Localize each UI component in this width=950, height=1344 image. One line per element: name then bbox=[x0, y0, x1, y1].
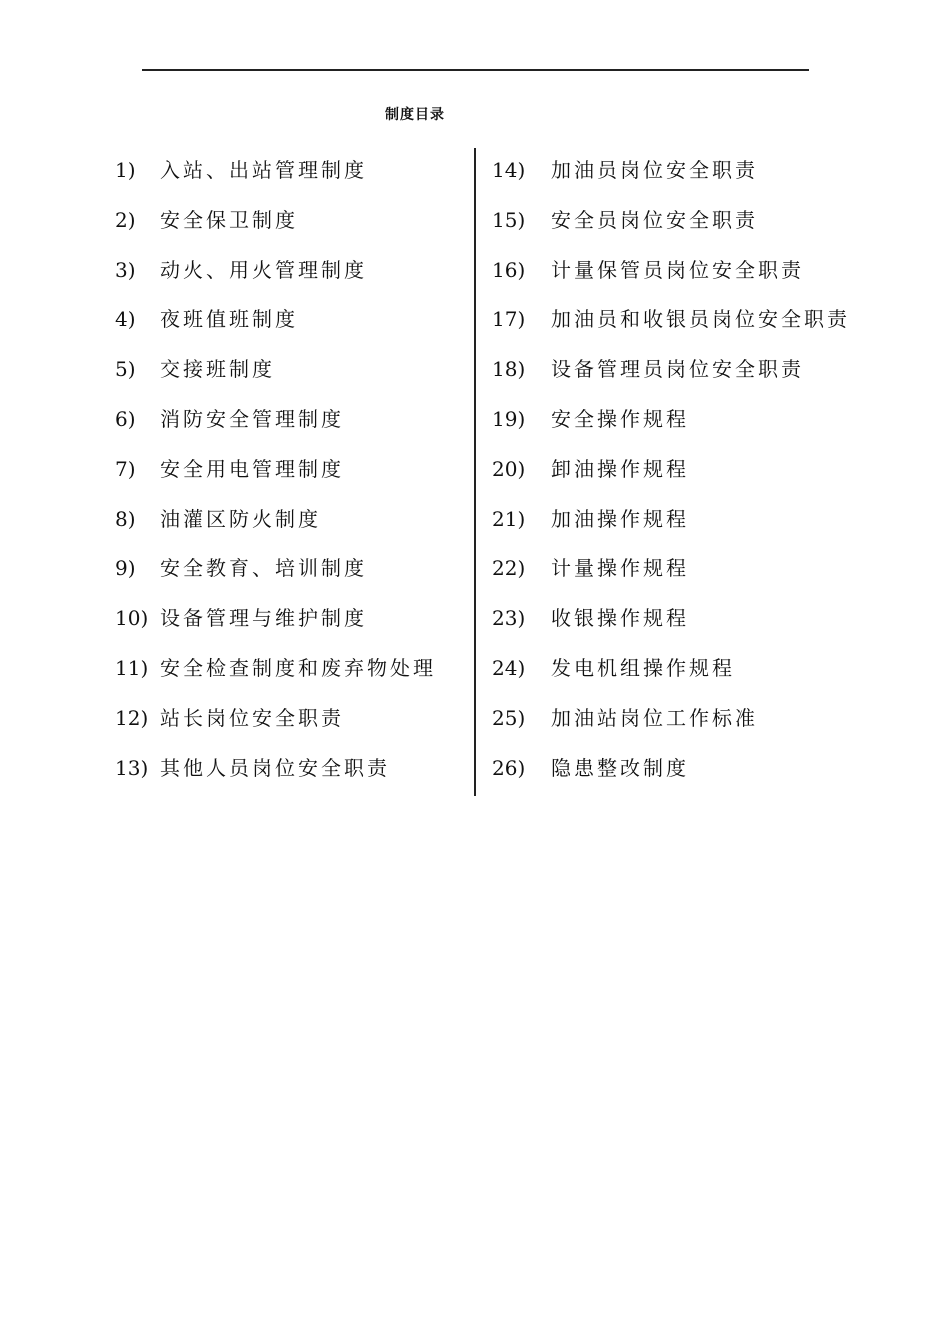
toc-entry bbox=[115, 349, 436, 399]
toc-entry-number: 23) bbox=[492, 606, 526, 631]
toc-entry-label: 卸油操作规程 bbox=[551, 456, 689, 481]
toc-entry-label: 安全保卫制度 bbox=[160, 207, 298, 232]
toc-entry bbox=[492, 349, 850, 399]
toc-entry-label: 油灌区防火制度 bbox=[160, 506, 321, 531]
header-rule bbox=[142, 69, 809, 71]
toc-entry bbox=[492, 548, 850, 598]
toc-entry-number: 18) bbox=[492, 357, 526, 382]
toc-entry-number: 24) bbox=[492, 655, 526, 680]
toc-entry-label: 消防安全管理制度 bbox=[160, 406, 344, 431]
toc-entry-number: 15) bbox=[492, 207, 526, 232]
toc-entry-label: 发电机组操作规程 bbox=[551, 655, 735, 680]
toc-entry bbox=[115, 598, 436, 648]
toc-entry-label: 加油操作规程 bbox=[551, 506, 689, 531]
toc-entry bbox=[492, 698, 850, 748]
toc-entry-number: 4) bbox=[115, 307, 136, 332]
toc-entry-number: 19) bbox=[492, 406, 526, 431]
toc-entry bbox=[492, 150, 850, 200]
toc-entry-label: 安全员岗位安全职责 bbox=[551, 207, 758, 232]
toc-entry-number: 9) bbox=[115, 556, 136, 581]
toc-entry-number: 10) bbox=[115, 606, 149, 631]
toc-entry-label: 其他人员岗位安全职责 bbox=[160, 755, 390, 780]
toc-entry-label: 加油员和收银员岗位安全职责 bbox=[551, 307, 850, 332]
toc-entry-label: 站长岗位安全职责 bbox=[160, 705, 344, 730]
toc-entry-label: 动火、用火管理制度 bbox=[160, 257, 367, 282]
toc-entry-number: 11) bbox=[115, 655, 149, 680]
toc-left-column bbox=[115, 150, 436, 797]
toc-entry-number: 22) bbox=[492, 556, 526, 581]
toc-entry-number: 16) bbox=[492, 257, 526, 282]
toc-entry-label: 安全操作规程 bbox=[551, 406, 689, 431]
toc-entry-label: 安全检查制度和废弃物处理 bbox=[160, 655, 436, 680]
toc-entry-label: 设备管理员岗位安全职责 bbox=[551, 357, 804, 382]
toc-entry-number: 17) bbox=[492, 307, 526, 332]
toc-entry bbox=[492, 499, 850, 549]
toc-entry-number: 13) bbox=[115, 755, 149, 780]
toc-entry bbox=[115, 698, 436, 748]
toc-entry-label: 计量保管员岗位安全职责 bbox=[551, 257, 804, 282]
toc-entry-number: 20) bbox=[492, 456, 526, 481]
toc-entry-label: 安全教育、培训制度 bbox=[160, 556, 367, 581]
column-divider bbox=[474, 148, 476, 796]
toc-entry-label: 入站、出站管理制度 bbox=[160, 158, 367, 182]
toc-entry bbox=[115, 200, 436, 250]
toc-entry-label: 夜班值班制度 bbox=[160, 307, 298, 332]
toc-entry-number: 12) bbox=[115, 705, 149, 730]
toc-entry bbox=[115, 299, 436, 349]
toc-entry bbox=[115, 399, 436, 449]
toc-entry-label: 交接班制度 bbox=[160, 357, 275, 382]
toc-entry-label: 加油站岗位工作标准 bbox=[551, 705, 758, 730]
toc-entry-number: 21) bbox=[492, 506, 526, 531]
toc-entry-label: 收银操作规程 bbox=[551, 606, 689, 631]
toc-entry bbox=[115, 449, 436, 499]
toc-entry-label: 安全用电管理制度 bbox=[160, 456, 344, 481]
toc-entry bbox=[492, 748, 850, 798]
toc-entry-number: 14) bbox=[492, 158, 526, 182]
toc-entry bbox=[115, 748, 436, 798]
toc-right-column bbox=[492, 150, 850, 797]
page-title: 制度目录 bbox=[385, 107, 445, 123]
toc-entry bbox=[115, 150, 436, 200]
toc-entry bbox=[492, 200, 850, 250]
toc-entry bbox=[492, 250, 850, 300]
toc-entry bbox=[115, 250, 436, 300]
toc-entry bbox=[492, 648, 850, 698]
toc-entry bbox=[492, 399, 850, 449]
toc-entry-number: 1) bbox=[115, 158, 136, 182]
toc-entry bbox=[115, 499, 436, 549]
toc-entry-label: 设备管理与维护制度 bbox=[160, 606, 367, 631]
toc-entry-number: 26) bbox=[492, 755, 526, 780]
toc-entry-number: 7) bbox=[115, 456, 136, 481]
toc-entry-number: 6) bbox=[115, 406, 136, 431]
toc-entry bbox=[492, 598, 850, 648]
toc-entry-number: 3) bbox=[115, 257, 136, 282]
toc-entry-label: 加油员岗位安全职责 bbox=[551, 158, 758, 182]
toc-entry-number: 25) bbox=[492, 705, 526, 730]
toc-entry bbox=[492, 299, 850, 349]
toc-entry bbox=[492, 449, 850, 499]
toc-entry-number: 5) bbox=[115, 357, 136, 382]
toc-entry-number: 8) bbox=[115, 506, 136, 531]
toc-entry-label: 计量操作规程 bbox=[551, 556, 689, 581]
toc-entry bbox=[115, 548, 436, 598]
toc-entry-number: 2) bbox=[115, 207, 136, 232]
toc-entry bbox=[115, 648, 436, 698]
toc-entry-label: 隐患整改制度 bbox=[551, 755, 689, 780]
